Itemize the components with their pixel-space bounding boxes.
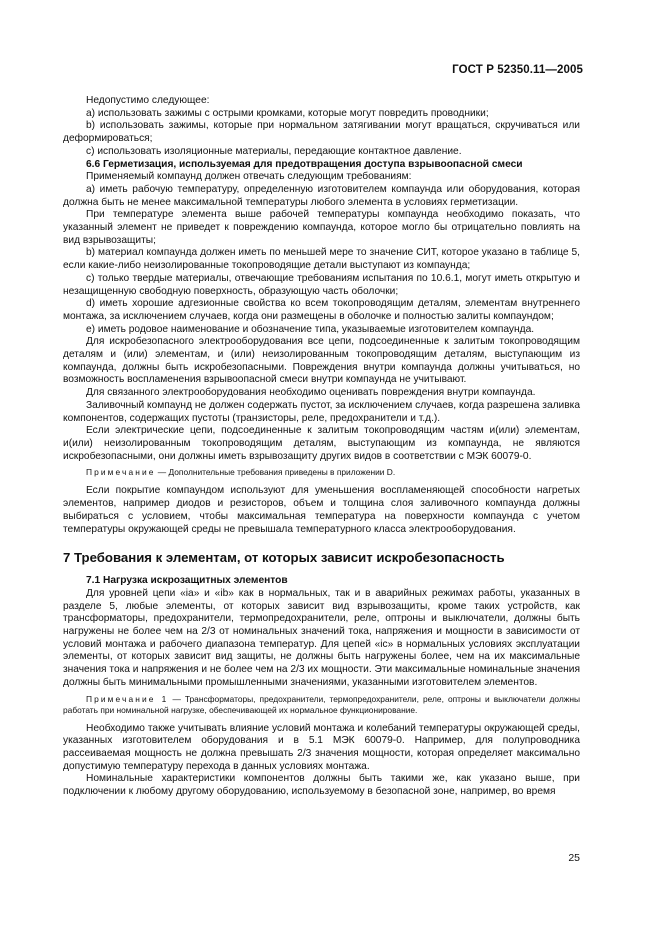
list-item: c) только твердые материалы, отвечающие требованиям испытания по 10.6.1, могут иметь открытую и незащищенную свободную поверхность, образующую часть оболочки; bbox=[63, 272, 580, 297]
note-text: — Дополнительные требования приведены в приложении D. bbox=[155, 467, 396, 478]
list-item: a) иметь рабочую температуру, определенную изготовителем компаунда или оборудования, которая должна быть не менее максимальной температуры любого элемента в условиях герметизации. bbox=[63, 183, 580, 208]
document-header: ГОСТ Р 52350.11—2005 bbox=[452, 64, 583, 76]
list-item: a) использовать зажимы с острыми кромками, которые могут повредить проводники; bbox=[86, 107, 489, 119]
paragraph: Если покрытие компаундом используют для уменьшения воспламеняющей способности нагретых элементов, например диодов и резисторов, объем и толщина слоя заливочного компаунда должны выбираться с условием, чтобы максимальная температура на поверхности компаунда с учетом температуры окружающей среды не превышала температурного класса электрооборудования. bbox=[63, 485, 580, 535]
list-item: d) иметь хорошие адгезионные свойства ко всем токопроводящим деталям, элементам внутреннего монтажа, за исключением случаев, когда они размещены в оболочке и полностью залиты компаундом; bbox=[63, 298, 580, 322]
page-body bbox=[63, 95, 580, 799]
note-text: — Трансформаторы, предохранители, термопредохранители, реле, оптроны и выключатели должны работать при номинальной нагрузке, обеспечивающей их нормальное функционирование. bbox=[63, 693, 580, 715]
list-item: b) использовать зажимы, которые при нормальном затягивании могут вращаться, скручиваться или деформироваться; bbox=[63, 120, 580, 145]
note bbox=[63, 694, 580, 716]
list-item: e) иметь родовое наименование и обозначение типа, указываемые изготовителем компаунда. bbox=[86, 323, 535, 335]
paragraph: Номинальные характеристики компонентов должны быть такими же, как указано выше, при подключении к любому другому оборудованию, используемому в безопасной зоне, например, во время bbox=[63, 773, 580, 798]
paragraph: При температуре элемента выше рабочей температуры компаунда необходимо показать, что указанный элемент не приведет к повреждению компаунда, которое могло бы отрицательно повлиять на вид взрывозащиты; bbox=[63, 209, 580, 246]
section-heading-7-1: 7.1 Нагрузка искрозащитных элементов bbox=[86, 575, 288, 587]
note-label: Примечание bbox=[86, 467, 156, 478]
paragraph: Для искробезопасного электрооборудования все цепи, подсоединенные к залитым токопроводящим деталям и (или) элементам, и (или) неизолированным токопроводящим деталям, выступающим из компаунда, должны быть искробезопасными. Повреждения внутри компаунда должны учитываться, но возможность воспламенения взрывоопасной смеси внутри компаунда не учитывают. bbox=[63, 336, 580, 386]
paragraph: Для уровней цепи «ia» и «ib» как в нормальных, так и в аварийных режимах работы, указанных в разделе 5, любые элементы, от которых зависит вид взрывозащиты, кроме таких устройств, как трансформаторы, предохранители, термопредохранители, реле, оптроны и выключатели, должны быть нагружены не более чем на 2/3 от номинальных значений тока, напряжения и мощности в зависимости от условий монтажа и рабочего диапазона температур. Для цепей «ic» в нормальных условиях эксплуатации элементы, от которых зависит вид защиты, не должны быть нагружены более, чем на их максимальные значения тока и напряжения и не более чем на 2/3 их мощности. Эти максимальные номинальные значения должны быть минимальными промышленными значениями, указанными изготовителем элементов. bbox=[63, 587, 580, 688]
paragraph: Необходимо также учитывать влияние условий монтажа и колебаний температуры окружающей среды, указанных изготовителем оборудования и в 5.1 МЭК 60079-0. Например, для полупроводника рассеиваемая мощность не должна превышать 2/3 значения мощности, которая определяет максимально допустимую температуру перехода в данных условиях монтажа. bbox=[63, 722, 580, 772]
paragraph: Недопустимо следующее: bbox=[86, 95, 210, 106]
list-item: b) материал компаунда должен иметь по меньшей мере то значение СИТ, которое указано в таблице 5, если какие-либо неизолированные токопроводящие детали выступают из компаунда; bbox=[63, 247, 580, 272]
note-label: Примечание 1 bbox=[86, 693, 169, 704]
list-item: c) использовать изоляционные материалы, передающие контактное давление. bbox=[86, 145, 462, 157]
section-heading-6-6: 6.6 Герметизация, используемая для предотвращения доступа взрывоопасной смеси bbox=[86, 158, 523, 170]
page-number: 25 bbox=[568, 852, 580, 864]
paragraph: Если электрические цепи, подсоединенные к залитым токопроводящим частям и(или) элементам, и(или) неизолированным токопроводящим деталям, выступающим из компаунда, не являются искробезопасными, они должны иметь взрывозащиту других видов в соответствии с МЭК 60079-0. bbox=[63, 425, 580, 462]
paragraph: Для связанного электрооборудования необходимо оценивать повреждения внутри компаунда. bbox=[86, 387, 536, 399]
section-heading-7: 7 Требования к элементам, от которых зависит искробезопасность bbox=[63, 550, 505, 566]
paragraph: Заливочный компаунд не должен содержать пустот, за исключением случаев, когда разрешена заливка компонентов, содержащих пустоты (транзисторы, реле, предохранители и т.д.). bbox=[63, 399, 580, 424]
paragraph: Применяемый компаунд должен отвечать следующим требованиям: bbox=[86, 171, 412, 183]
note bbox=[63, 467, 580, 478]
